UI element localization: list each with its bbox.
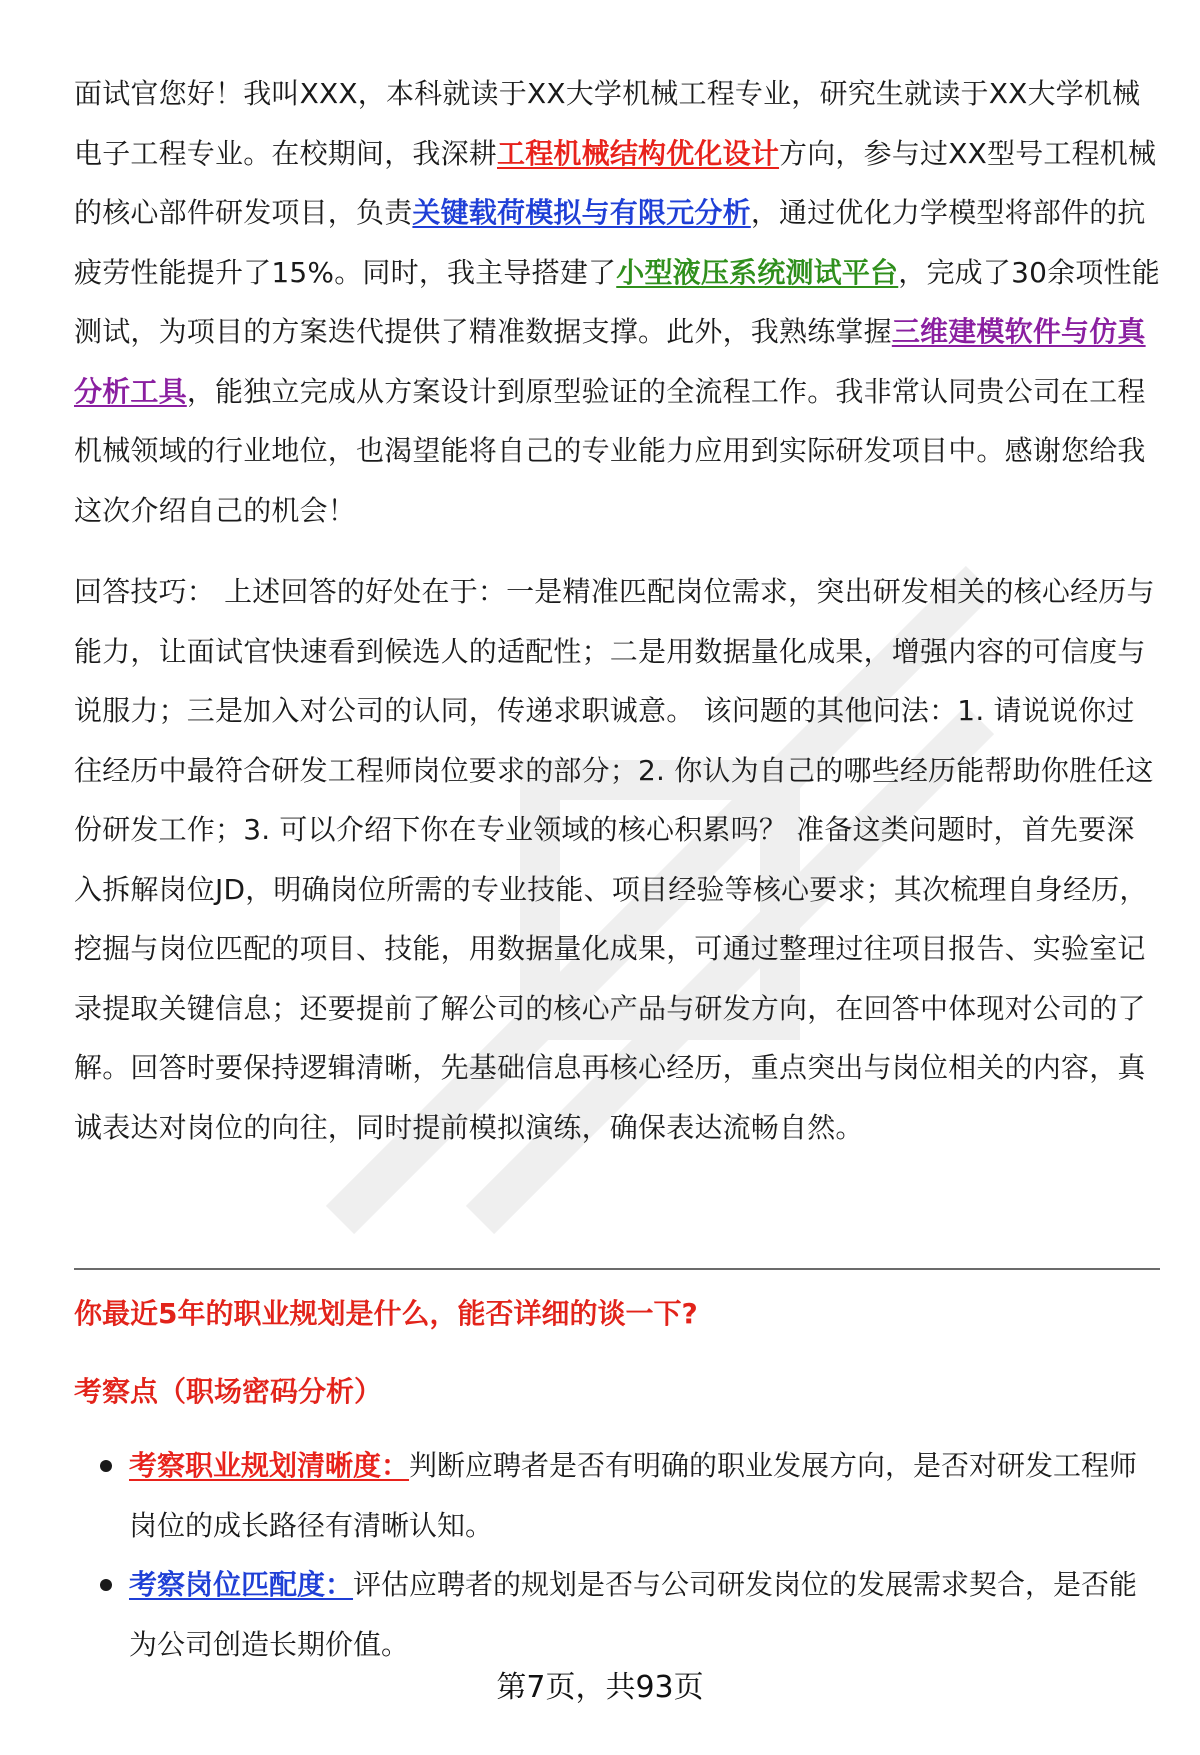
highlight-modeling-tools: 三维建模软件与仿真分析工具 (74, 315, 1146, 408)
intro-text-5: ，能独立完成从方案设计到原型验证的全流程工作。我非常认同贵公司在工程机械领域的行业地位，也渴望能将自己的专业能力应用到实际研发项目中。感谢您给我这次介绍自己的机会！ (74, 374, 1146, 527)
highlight-fea: 关键载荷模拟与有限元分析 (412, 196, 751, 229)
analysis-subtitle: 考察点（职场密码分析） (74, 1375, 383, 1408)
bullet-icon (100, 1460, 112, 1472)
intro-text-2: 方向，参与过XX型号工程机械的核心部件研发项目，负责 (74, 136, 1157, 229)
list-item (74, 1555, 1160, 1674)
question-title: 你最近5年的职业规划是什么，能否详细的谈一下? (74, 1297, 698, 1330)
highlight-structure-design: 工程机械结构优化设计 (497, 136, 780, 170)
bullet-label: 考察岗位匹配度： (129, 1568, 354, 1601)
bullet-text: 评估应聘者的规划是否与公司研发岗位的发展需求契合，是否能为公司创造长期价值。 (129, 1568, 1138, 1661)
bullet-label: 考察职业规划清晰度： (129, 1449, 410, 1482)
bullet-icon (100, 1579, 112, 1591)
list-item (74, 1436, 1160, 1555)
intro-text-3: ，通过优化力学模型将部件的抗疲劳性能提升了15%。同时，我主导搭建了 (74, 196, 1146, 289)
highlight-hydraulic-platform: 小型液压系统测试平台 (616, 255, 899, 289)
document-body (74, 64, 1160, 1157)
page-number: 第7页，共93页 (496, 1670, 704, 1705)
tips-paragraph: 回答技巧： 上述回答的好处在于：一是精准匹配岗位需求，突出研发相关的核心经历与能力，让面试官快速看到候选人的适配性；二是用数据量化成果，增强内容的可信度与说服力；三是加入对公司的认同，传递求职诚意。 该问题的其他问法：1. 请说说你过往经历中最符合研发工程师岗位要求的部分；2. 你认为自己的哪些经历能帮助你胜任这份研发工作；3. 可以介绍下你在专业领域的核心积累吗？ 准备这类问题时，首先要深入拆解岗位JD，明确岗位所需的专业技能、项目经验等核心要求；其次梳理自身经历，挖掘与岗位匹配的项目、技能，用数据量化成果，可通过整理过往项目报告、实验室记录提取关键信息；还要提前了解公司的核心产品与研发方向，在回答中体现对公司的了解。回答时要保持逻辑清晰，先基础信息再核心经历，重点突出与岗位相关的内容，真诚表达对岗位的向往，同时提前模拟演练，确保表达流畅自然。 (74, 575, 1155, 1144)
intro-paragraph (74, 64, 1160, 540)
analysis-list (74, 1436, 1160, 1674)
bullet-text: 判断应聘者是否有明确的职业发展方向，是否对研发工程师岗位的成长路径有清晰认知。 (129, 1449, 1138, 1542)
intro-text-1: 面试官您好！我叫XXX，本科就读于XX大学机械工程专业，研究生就读于XX大学机械电子工程专业。在校期间，我深耕 (74, 77, 1141, 170)
intro-text-4: ，完成了30余项性能测试，为项目的方案迭代提供了精准数据支撑。此外，我熟练掌握 (74, 255, 1160, 348)
section-divider (74, 1268, 1160, 1270)
